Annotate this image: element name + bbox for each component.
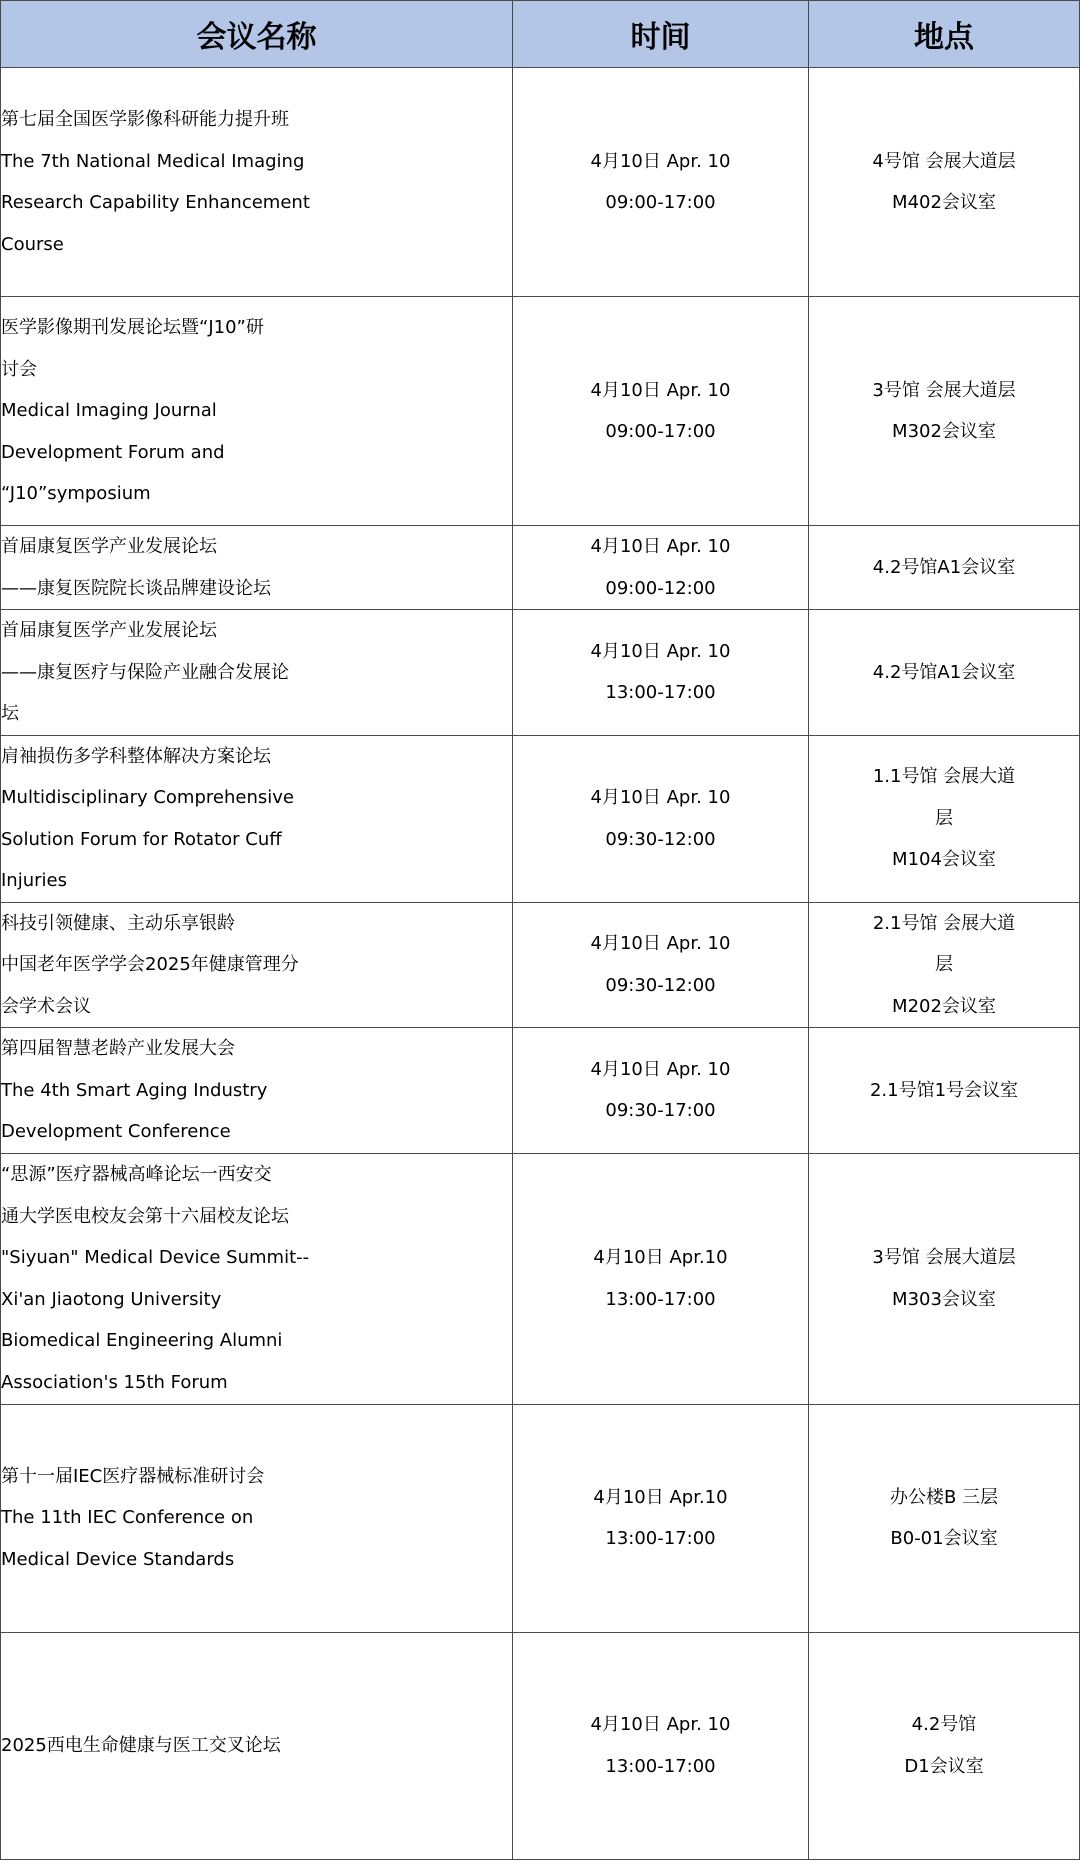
conference-name-cell	[1, 735, 513, 902]
conference-name-line: The 7th National Medical Imaging	[1, 150, 305, 172]
conference-name-line: 首届康复医学产业发展论坛	[1, 536, 217, 557]
conference-date: 4月10日 Apr. 10	[590, 379, 731, 401]
conference-date: 4月10日 Apr.10	[593, 1486, 728, 1508]
conference-place-line: 1.1号馆 会展大道	[872, 766, 1016, 788]
table-row	[1, 610, 1080, 736]
conference-name-line: Biomedical Engineering Alumni	[1, 1330, 283, 1351]
table-row	[1, 526, 1080, 610]
header-time: 时间	[513, 1, 809, 68]
conference-hours: 13:00-17:00	[605, 682, 716, 704]
table-header	[1, 1, 1080, 68]
conference-place-cell	[809, 1153, 1080, 1404]
conference-hours: 09:00-17:00	[605, 192, 716, 213]
conference-place-cell	[809, 1632, 1080, 1859]
conference-time-cell	[513, 297, 809, 526]
conference-hours: 13:00-17:00	[605, 1288, 716, 1310]
conference-place-cell	[809, 735, 1080, 902]
conference-name-line: 第十一届IEC医疗器械标准研讨会	[1, 1465, 265, 1487]
conference-name-line: Development Conference	[1, 1121, 231, 1142]
conference-time-cell	[513, 526, 809, 610]
conference-name-line: “J10”symposium	[1, 483, 151, 505]
conference-date: 4月10日 Apr. 10	[590, 640, 731, 662]
conference-name-line: 肩袖损伤多学科整体解决方案论坛	[1, 745, 271, 767]
conference-time-cell	[513, 1153, 809, 1404]
conference-name-cell	[1, 902, 513, 1028]
conference-place-cell	[809, 610, 1080, 736]
conference-place-line: M303会议室	[892, 1288, 996, 1310]
conference-place-line: M202会议室	[892, 995, 996, 1017]
conference-place-line: 4号馆 会展大道层	[872, 150, 1016, 172]
conference-date: 4月10日 Apr.10	[593, 1247, 728, 1268]
conference-name-line: Course	[1, 233, 64, 255]
conference-name-line: 中国老年医学学会2025年健康管理分	[1, 954, 299, 975]
conference-name-line: 坛	[1, 703, 19, 724]
conference-name-cell	[1, 1404, 513, 1632]
conference-place-line: B0-01会议室	[890, 1528, 998, 1549]
conference-place-cell	[809, 526, 1080, 610]
conference-name-line: ——康复医疗与保险产业融合发展论	[1, 661, 289, 683]
table-row	[1, 1404, 1080, 1632]
conference-name-cell	[1, 68, 513, 297]
conference-name-cell	[1, 297, 513, 526]
conference-time-cell	[513, 1404, 809, 1632]
conference-place-line: 3号馆 会展大道层	[872, 379, 1016, 401]
table-row	[1, 735, 1080, 902]
conference-name-line: ——康复医院院长谈品牌建设论坛	[1, 577, 271, 599]
conference-date: 4月10日 Apr. 10	[590, 1058, 731, 1080]
conference-name-line: 第七届全国医学影像科研能力提升班	[1, 109, 289, 130]
conference-name-line: Multidisciplinary Comprehensive	[1, 787, 294, 808]
conference-name-line: Solution Forum for Rotator Cuff	[1, 828, 282, 850]
conference-time-cell	[513, 610, 809, 736]
conference-name-cell	[1, 610, 513, 736]
conference-time-cell	[513, 902, 809, 1028]
conference-hours: 13:00-17:00	[605, 1528, 716, 1549]
conference-hours: 13:00-17:00	[605, 1755, 716, 1777]
conference-name-cell	[1, 1028, 513, 1154]
table-body	[1, 68, 1080, 1860]
conference-date: 4月10日 Apr. 10	[590, 536, 731, 557]
conference-name-line: Development Forum and	[1, 441, 225, 463]
conference-hours: 09:30-17:00	[605, 1100, 716, 1122]
conference-name-line: Xi'an Jiaotong University	[1, 1288, 222, 1310]
conference-name-line: The 11th IEC Conference on	[1, 1507, 254, 1529]
conference-time-cell	[513, 1632, 809, 1859]
conference-place-line: M104会议室	[892, 849, 996, 871]
conference-date: 4月10日 Apr. 10	[590, 933, 731, 955]
conference-hours: 09:30-12:00	[605, 974, 716, 996]
conference-name-line: 科技引领健康、主动乐享银龄	[1, 912, 235, 934]
conference-name-line: Medical Imaging Journal	[1, 400, 217, 422]
table-row	[1, 1153, 1080, 1404]
conference-name-line: 2025西电生命健康与医工交叉论坛	[1, 1734, 281, 1756]
conference-name-cell	[1, 1153, 513, 1404]
conference-date: 4月10日 Apr. 10	[590, 787, 731, 808]
conference-place-cell	[809, 297, 1080, 526]
conference-name-line: 首届康复医学产业发展论坛	[1, 620, 217, 641]
conference-time-cell	[513, 1028, 809, 1154]
conference-name-line: 通大学医电校友会第十六届校友论坛	[1, 1205, 289, 1227]
conference-place-line: 3号馆 会展大道层	[872, 1247, 1016, 1268]
conference-place-line: 办公楼B 三层	[889, 1486, 999, 1508]
conference-date: 4月10日 Apr. 10	[590, 1714, 731, 1735]
conference-place-line: 2.1号馆 会展大道	[872, 912, 1016, 934]
conference-place-line: M402会议室	[892, 192, 996, 213]
table-row	[1, 1028, 1080, 1154]
conference-place-line: 层	[935, 954, 953, 975]
conference-date: 4月10日 Apr. 10	[590, 150, 731, 172]
conference-place-line: 层	[935, 807, 953, 829]
conference-time-cell	[513, 68, 809, 297]
conference-name-line: 第四届智慧老龄产业发展大会	[1, 1038, 235, 1059]
table-row	[1, 1632, 1080, 1859]
conference-place-cell	[809, 1404, 1080, 1632]
header-name: 会议名称	[1, 1, 513, 68]
table-row	[1, 68, 1080, 297]
conference-name-line: “思源”医疗器械高峰论坛一西安交	[1, 1164, 272, 1185]
conference-name-line: Medical Device Standards	[1, 1548, 235, 1570]
conference-name-line: Injuries	[1, 870, 67, 891]
conference-name-line: 会学术会议	[1, 995, 91, 1017]
header-place: 地点	[809, 1, 1080, 68]
table-row	[1, 297, 1080, 526]
conference-place-line: D1会议室	[904, 1755, 984, 1777]
conference-place-cell	[809, 68, 1080, 297]
conference-hours: 09:00-12:00	[605, 577, 716, 599]
conference-place-cell	[809, 902, 1080, 1028]
conference-name-line: "Siyuan" Medical Device Summit--	[1, 1247, 310, 1268]
conference-name-line: Association's 15th Forum	[1, 1371, 228, 1393]
conference-place-line: 2.1号馆1号会议室	[869, 1079, 1019, 1101]
conference-place-line: M302会议室	[892, 421, 996, 442]
conference-name-line: The 4th Smart Aging Industry	[1, 1079, 268, 1101]
conference-name-line: Research Capability Enhancement	[1, 192, 310, 213]
conference-place-line: 4.2号馆A1会议室	[872, 661, 1016, 683]
conference-name-line: 讨会	[1, 358, 37, 380]
conference-place-line: 4.2号馆A1会议室	[872, 556, 1016, 578]
conference-name-line: 医学影像期刊发展论坛暨“J10”研	[1, 317, 264, 339]
conference-place-line: 4.2号馆	[911, 1714, 977, 1735]
header-row	[1, 1, 1080, 68]
conference-name-cell	[1, 526, 513, 610]
conference-hours: 09:00-17:00	[605, 421, 716, 442]
conference-hours: 09:30-12:00	[605, 828, 716, 850]
conference-time-cell	[513, 735, 809, 902]
table-row	[1, 902, 1080, 1028]
conference-place-cell	[809, 1028, 1080, 1154]
conference-name-cell	[1, 1632, 513, 1859]
